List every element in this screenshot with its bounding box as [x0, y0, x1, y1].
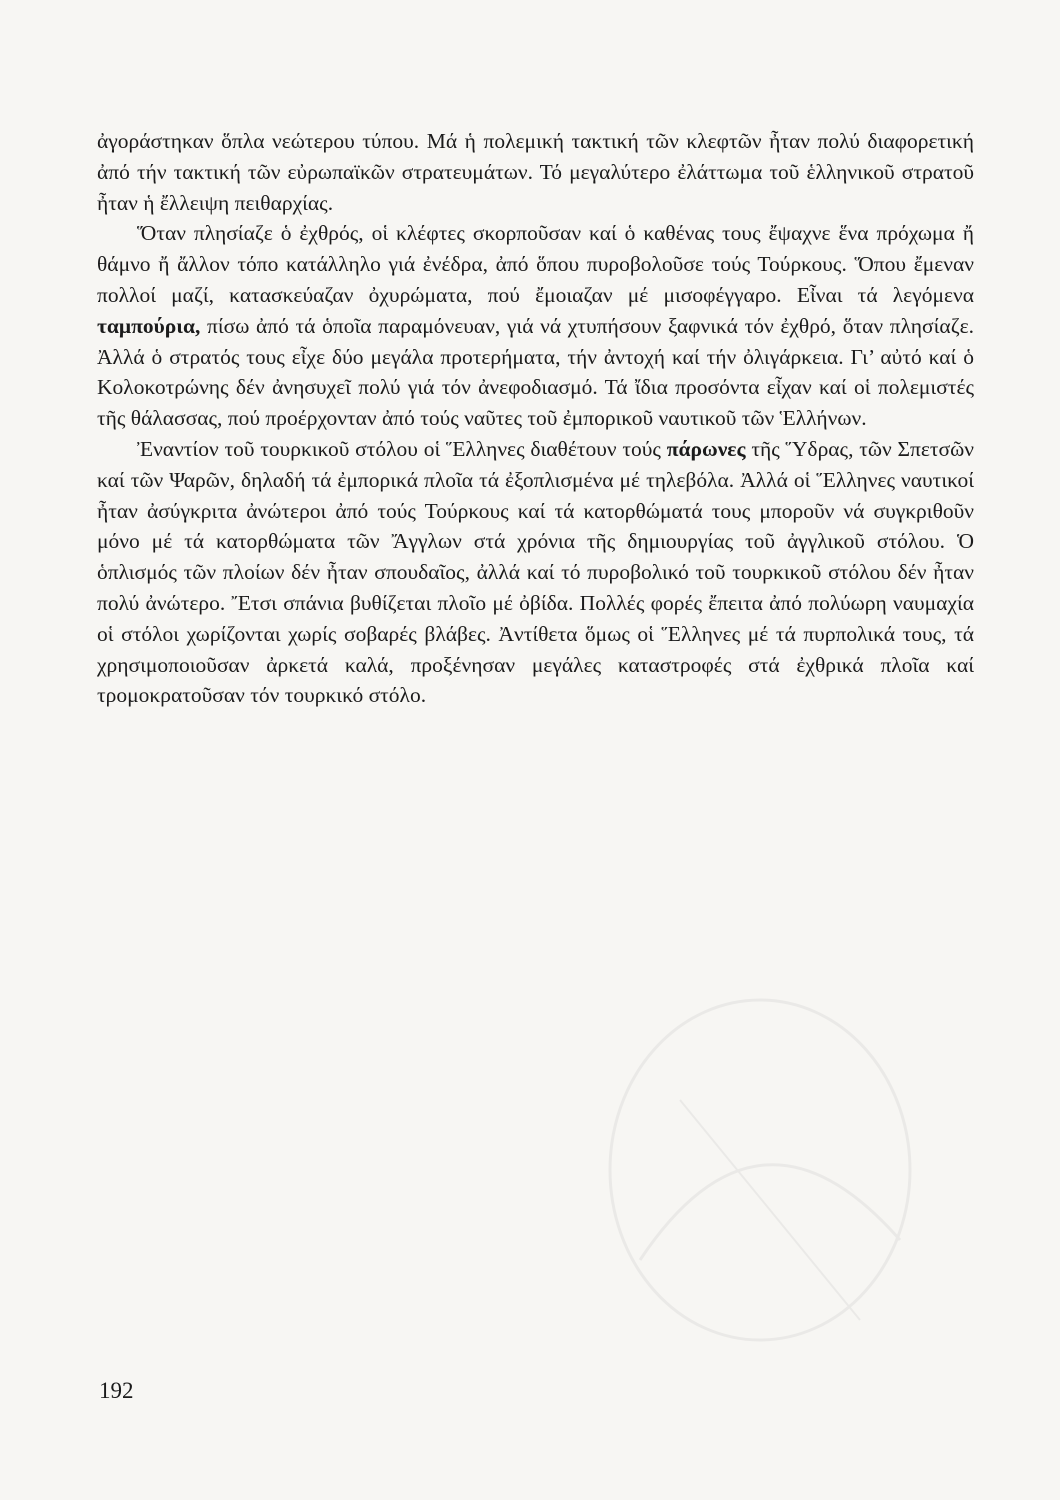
- paragraph-1: [97, 126, 974, 218]
- paragraph-3: [97, 434, 974, 711]
- segment: Ὅταν πλησίαζε ὁ ἐχθρός, οἱ κλέφτες σκορποῦσαν καί ὁ καθένας τους ἔψαχνε ἕνα πρόχωμα ἤ θάμνο ἤ ἄλλον τόπο κατάλληλο γιά ἐνέδρα, ἀπό ὅπου πυροβολοῦσε τούς Τούρκους. Ὅπου ἔμεναν πολλοί μαζί, κατασκεύαζαν ὀχυρώματα, πού ἔμοιαζαν μέ μισοφέγγαρο. Εἶναι τά λεγόμενα: [97, 221, 974, 307]
- segment: πίσω ἀπό τά ὁποῖα παραμόνευαν, γιά νά χτυπήσουν ξαφνικά τόν ἐχθρό, ὅταν πλησίαζε. Ἀλλά ὁ στρατός τους εἶχε δύο μεγάλα προτερήματα, τήν ἀντοχή καί τήν ὀλιγάρκεια. Γι’ αὐτό καί ὁ Κολοκοτρώνης δέν ἀνησυχεῖ πολύ γιά τόν ἀνεφοδιασμό. Τά ἴδια προσόντα εἶχαν καί οἱ πολεμιστές τῆς θάλασσας, πού προέρχονταν ἀπό τούς ναῦτες τοῦ ἐμπορικοῦ ναυτικοῦ τῶν Ἑλλήνων.: [97, 313, 974, 431]
- segment: ἀγοράστηκαν ὅπλα νεώτερου τύπου. Μά ἡ πολεμική τακτική τῶν κλεφτῶν ἦταν πολύ διαφορετική ἀπό τήν τακτική τῶν εὐρωπαϊκῶν στρατευμάτων. Τό μεγαλύτερο ἐλάττωμα τοῦ ἑλληνικοῦ στρατοῦ ἦταν ἡ ἔλλειψη πειθαρχίας.: [97, 129, 974, 215]
- bold-term-tampouria: ταμπούρια,: [97, 313, 201, 338]
- bold-term-parones: πάρωνες: [666, 436, 746, 461]
- paragraph-2: [97, 218, 974, 434]
- page-number: 192: [99, 1378, 134, 1403]
- segment: τῆς Ὕδρας, τῶν Σπετσῶν καί τῶν Ψαρῶν, δηλαδή τά ἐμπορικά πλοῖα τά ἐξοπλισμένα μέ τηλεβόλα. Ἀλλά οἱ Ἕλληνες ναυτικοί ἦταν ἀσύγκριτα ἀνώτεροι ἀπό τούς Τούρκους καί τά κατορθώματά τους μποροῦν νά συγκριθοῦν μόνο μέ τά κατορθώματα τῶν Ἄγγλων στά χρόνια τῆς δημιουργίας τοῦ ἀγγλικοῦ στόλου. Ὁ ὁπλισμός τῶν πλοίων δέν ἦταν σπουδαῖος, ἀλλά καί τό πυροβολικό τοῦ τουρκικοῦ στόλου δέν ἦταν πολύ ἀνώτερο. Ἔτσι σπάνια βυθίζεται πλοῖο μέ ὀβίδα. Πολλές φορές ἔπειτα ἀπό πολύωρη ναυμαχία οἱ στόλοι χωρίζονται χωρίς σοβαρές βλάβες. Ἀντίθετα ὅμως οἱ Ἕλληνες μέ τά πυρπολικά τους, τά χρησιμοποιοῦσαν ἀρκετά καλά, προξένησαν μεγάλες καταστροφές στά ἐχθρικά πλοῖα καί τρομοκρατοῦσαν τόν τουρκικό στόλο.: [97, 436, 974, 708]
- segment: Ἐναντίον τοῦ τουρκικοῦ στόλου οἱ Ἕλληνες διαθέτουν τούς: [137, 436, 667, 461]
- body-text: [97, 126, 974, 711]
- show-through-illustration: [560, 960, 980, 1380]
